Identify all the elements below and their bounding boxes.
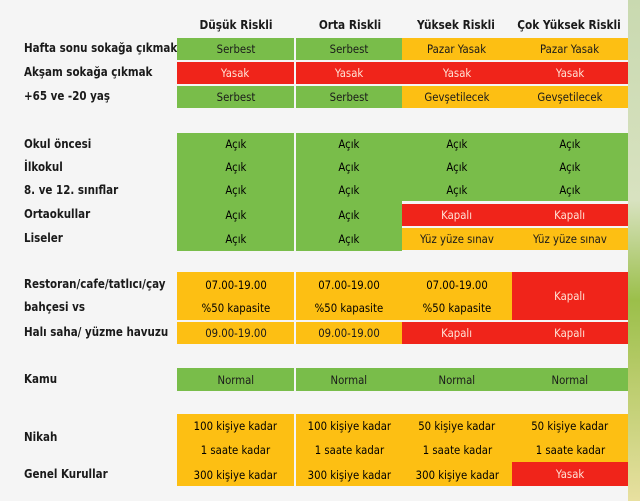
table-cell: Açık: [559, 137, 581, 151]
table-cell: Gevşetilecek: [402, 86, 512, 108]
row-label: Halı saha/ yüzme havuzu: [24, 325, 169, 339]
table-cell: 300 kişiye kadar: [307, 467, 391, 482]
table-cell: Serbest: [296, 86, 402, 108]
table-cell: Kapalı: [402, 204, 512, 226]
table-cell: Yasak: [512, 62, 628, 84]
table-cell: Serbest: [296, 38, 402, 60]
table-cell: Yasak: [177, 62, 294, 84]
table-cell: Açık: [338, 183, 360, 197]
row-label: 8. ve 12. sınıflar: [24, 183, 119, 197]
table-cell: Pazar Yasak: [512, 38, 628, 60]
table-cell: Açık: [225, 137, 246, 151]
table-cell: Yasak: [296, 62, 402, 84]
table-cell: Açık: [225, 160, 246, 174]
table-cell: 07.00-19.00: [204, 278, 267, 292]
table-cell: Serbest: [177, 86, 294, 108]
table-cell: Kapalı: [402, 322, 512, 344]
table-cell: 07.00-19.00: [426, 278, 488, 292]
table-cell: Açık: [446, 137, 468, 151]
table-cell: Yasak: [402, 62, 512, 84]
table-cell: Açık: [446, 160, 468, 174]
table-cell: Yasak: [512, 462, 628, 486]
row-label: Hafta sonu sokağa çıkmak: [24, 41, 178, 55]
table-cell: Serbest: [177, 38, 294, 60]
row-label: Okul öncesi: [24, 137, 92, 151]
table-cell: Açık: [559, 160, 581, 174]
table-cell: Açık: [338, 160, 360, 174]
table-cell: Açık: [225, 183, 246, 197]
background-edge: [628, 0, 640, 501]
table-cell: 1 saate kadar: [535, 443, 605, 457]
table-cell: Açık: [338, 232, 360, 246]
table-cell: 1 saate kadar: [314, 443, 384, 457]
row-label: İlkokul: [24, 160, 63, 174]
table-cell: %50 kapasite: [422, 301, 492, 315]
row-label: Liseler: [24, 231, 63, 245]
column-header-medium-risk: Orta Riskli: [318, 18, 382, 32]
table-cell: Açık: [338, 208, 360, 222]
table-cell: 1 saate kadar: [200, 443, 271, 457]
table-cell: 07.00-19.00: [318, 278, 380, 292]
table-cell: 1 saate kadar: [422, 443, 492, 457]
table-cell: Normal: [402, 368, 512, 391]
row-label: Ortaokullar: [24, 207, 91, 221]
table-cell: 50 kişiye kadar: [418, 419, 496, 433]
row-label: Nikah: [24, 430, 58, 444]
table-cell: Açık: [338, 137, 360, 151]
row-label: Kamu: [24, 372, 58, 386]
table-cell: Açık: [225, 208, 246, 222]
table-cell: 100 kişiye kadar: [307, 419, 391, 433]
column-header-very-high-risk: Çok Yüksek Riskli: [517, 18, 621, 32]
table-cell: Açık: [225, 232, 246, 246]
table-cell: 300 kişiye kadar: [193, 467, 278, 482]
table-cell: Normal: [177, 368, 294, 391]
table-cell: 300 kişiye kadar: [415, 467, 499, 482]
table-cell: Açık: [559, 183, 581, 197]
table-cell: Gevşetilecek: [512, 86, 628, 108]
table-cell: Kapalı: [512, 322, 628, 344]
table-cell: 50 kişiye kadar: [531, 419, 609, 433]
table-cell: 09.00-19.00: [177, 322, 294, 344]
table-cell: 100 kişiye kadar: [193, 419, 278, 433]
row-label: +65 ve -20 yaş: [24, 89, 110, 103]
table-cell: Kapalı: [512, 272, 628, 320]
table-cell: Normal: [296, 368, 402, 391]
table-cell: %50 kapasite: [201, 301, 270, 315]
table-cell: Açık: [446, 183, 468, 197]
table-cell: Kapalı: [512, 204, 628, 226]
column-header-high-risk: Yüksek Riskli: [417, 18, 495, 32]
table-cell: 09.00-19.00: [296, 322, 402, 344]
table-cell: Normal: [512, 368, 628, 391]
table-cell: Yüz yüze sınav: [402, 228, 512, 250]
table-cell: %50 kapasite: [314, 301, 384, 315]
row-label: bahçesi vs: [24, 300, 85, 314]
table-cell: Pazar Yasak: [402, 38, 512, 60]
table-cell: Yüz yüze sınav: [512, 228, 628, 250]
row-label: Genel Kurullar: [24, 467, 108, 481]
column-header-low-risk: Düşük Riskli: [199, 18, 273, 32]
row-label: Restoran/cafe/tatlıcı/çay: [24, 277, 166, 291]
row-label: Akşam sokağa çıkmak: [24, 65, 153, 79]
